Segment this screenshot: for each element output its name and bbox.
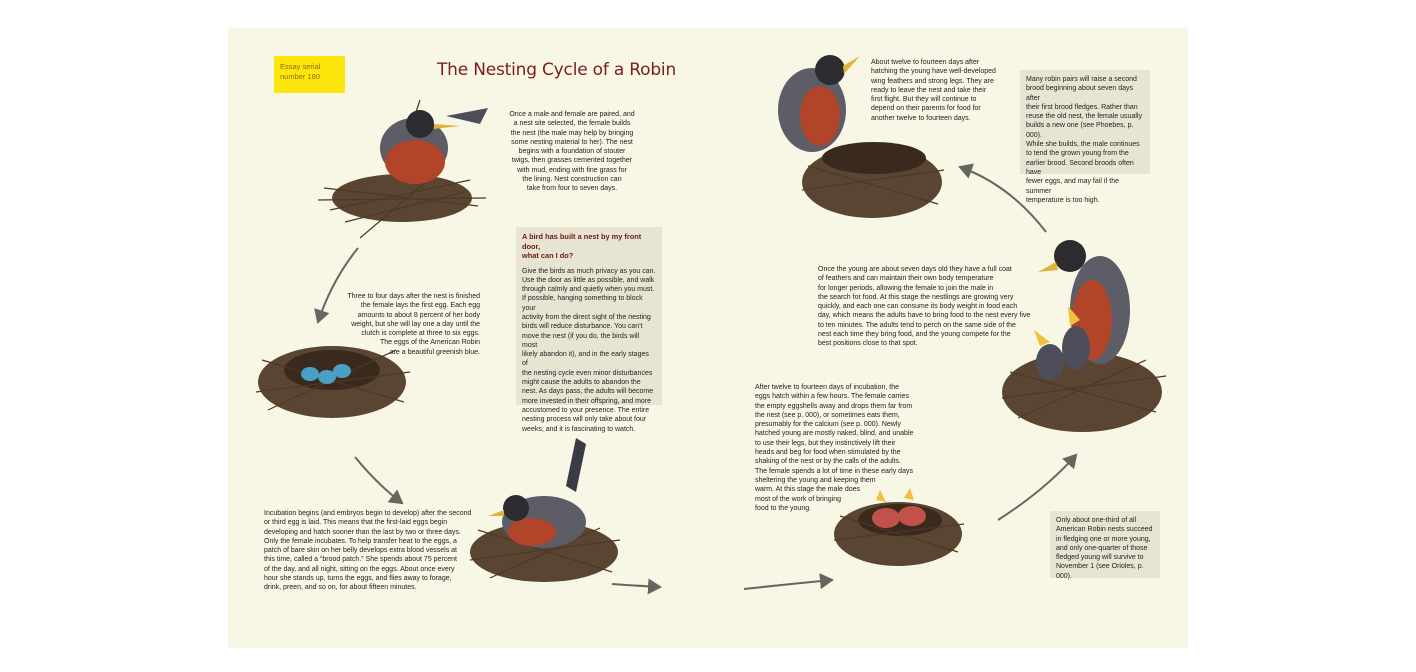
survival-text: Only about one-third of all American Robin nests succeed in fledging one or more young, and only one-quarter of those fledged young will survive to November 1 (see Orioles, p. 000). [1056,517,1153,580]
egg-laying-text: Three to four days after the nest is finished the female lays the first egg. Each egg amounts to about 8 percent of her body weight, but she will lay one a day until the clutch is complete at three to six eggs. The eggs of the American Robin are a beautiful greenish blue. [347,293,480,356]
sidebar-question: A bird has built a nest by my front door, what can I do? [522,232,642,260]
nest-building-text: Once a male and female are paired, and a nest site selected, the female builds the nest (the male may help by bringing some nesting material to her). The nest begins with a foundation of stouter twigs, then grasses cemented together with mud, ending with fine grass for the lining. Nest construction can take from four to seven days. [509,111,635,193]
second-brood-sidebar [1020,70,1150,204]
arrow-eggs-to-incubation [355,457,402,503]
sidebar-answer: Give the birds as much privacy as you can. Use the door as little as possible, and walk through calmly and quietly when you must. If possible, hanging something to block your activity from the direct sight of the nesting birds will reduce disturbance. You can’t move the nest (if you do, the birds will most likely abandon it), and in the early stages of the nesting cycle even minor disturbances might cause the adults to abandon the nest. As days pass, the adults will become more invested in their offspring, and more accustomed to your presence. The entire nesting process will only take about four weeks, and it is fascinating to watch. [522,267,656,433]
front-door-sidebar [516,227,662,433]
essay-serial-badge: Essay serial number 180 [274,56,345,93]
survival-sidebar [1050,511,1160,578]
page-title: The Nesting Cycle of a Robin [437,60,677,80]
nest-building-robin-illustration [318,100,488,238]
incubating-robin-illustration [470,438,620,582]
feeding-text: Once the young are about seven days old they have a full coat of feathers and can maintain their own body temperature for longer periods, allowing the female to join the male in the search for food. At this stage the nestlings are growing very quickly, and each one can consume its body weight in food each day, which means the adults have to bring food to the nest every five to ten minutes. The adults tend to perch on the same side of the nest each time they bring food, and the young compete for the best positions close to that spot. [818,266,1031,348]
hatching-text: After twelve to fourteen days of incubation, the eggs hatch within a few hours. The female carries the empty eggshells away and drops them far from the nest (see p. 000), or sometimes eats them, presumably for the calcium (see p. 000). Newly hatched young are mostly naked, blind, and unable to use their legs, but they instinctively lift their heads and beg for food when stimulated by the shaking of the nest or by the calls of the adults. The female spends a lot of time in these early days sheltering the young and keeping them warm. At this stage the male does most of the work of bringing food to the young. [755,384,914,512]
incubation-text: Incubation begins (and embryos begin to develop) after the second or third egg is laid. This means that the first-laid eggs begin developing and hatch sooner than the last by two or three days. Only the female incubates. To help transfer heat to the eggs, a patch of bare skin on her belly develops extra blood vessels at this time, called a “brood patch.” She spends about 75 percent of the day, and all night, sitting on the eggs. About once every hour she stands up, turns the eggs, and flies away to forage, drink, preen, and so on, for about fifteen minutes. [264,510,472,592]
arrow-incubation-to-hatching [612,584,660,587]
second-brood-text: Many robin pairs will raise a second brood beginning about seven days after their first brood fledges. Rather than reuse the old nest, the female usually builds a new one (see Phoebes, p. 000). While she builds, the male continues to tend the grown young from the earlier brood. Second broods often have fewer eggs, and may fail if the summer temperature is too high. [1026,76,1142,204]
arrow-hatching-to-nestling [744,580,832,589]
fledging-text: About twelve to fourteen days after hatching the young have well-developed wing feathers and strong legs. They are ready to leave the nest and take their first flight. But they will continue to depend on their parents for food for another twelve to fourteen days. [871,59,996,122]
